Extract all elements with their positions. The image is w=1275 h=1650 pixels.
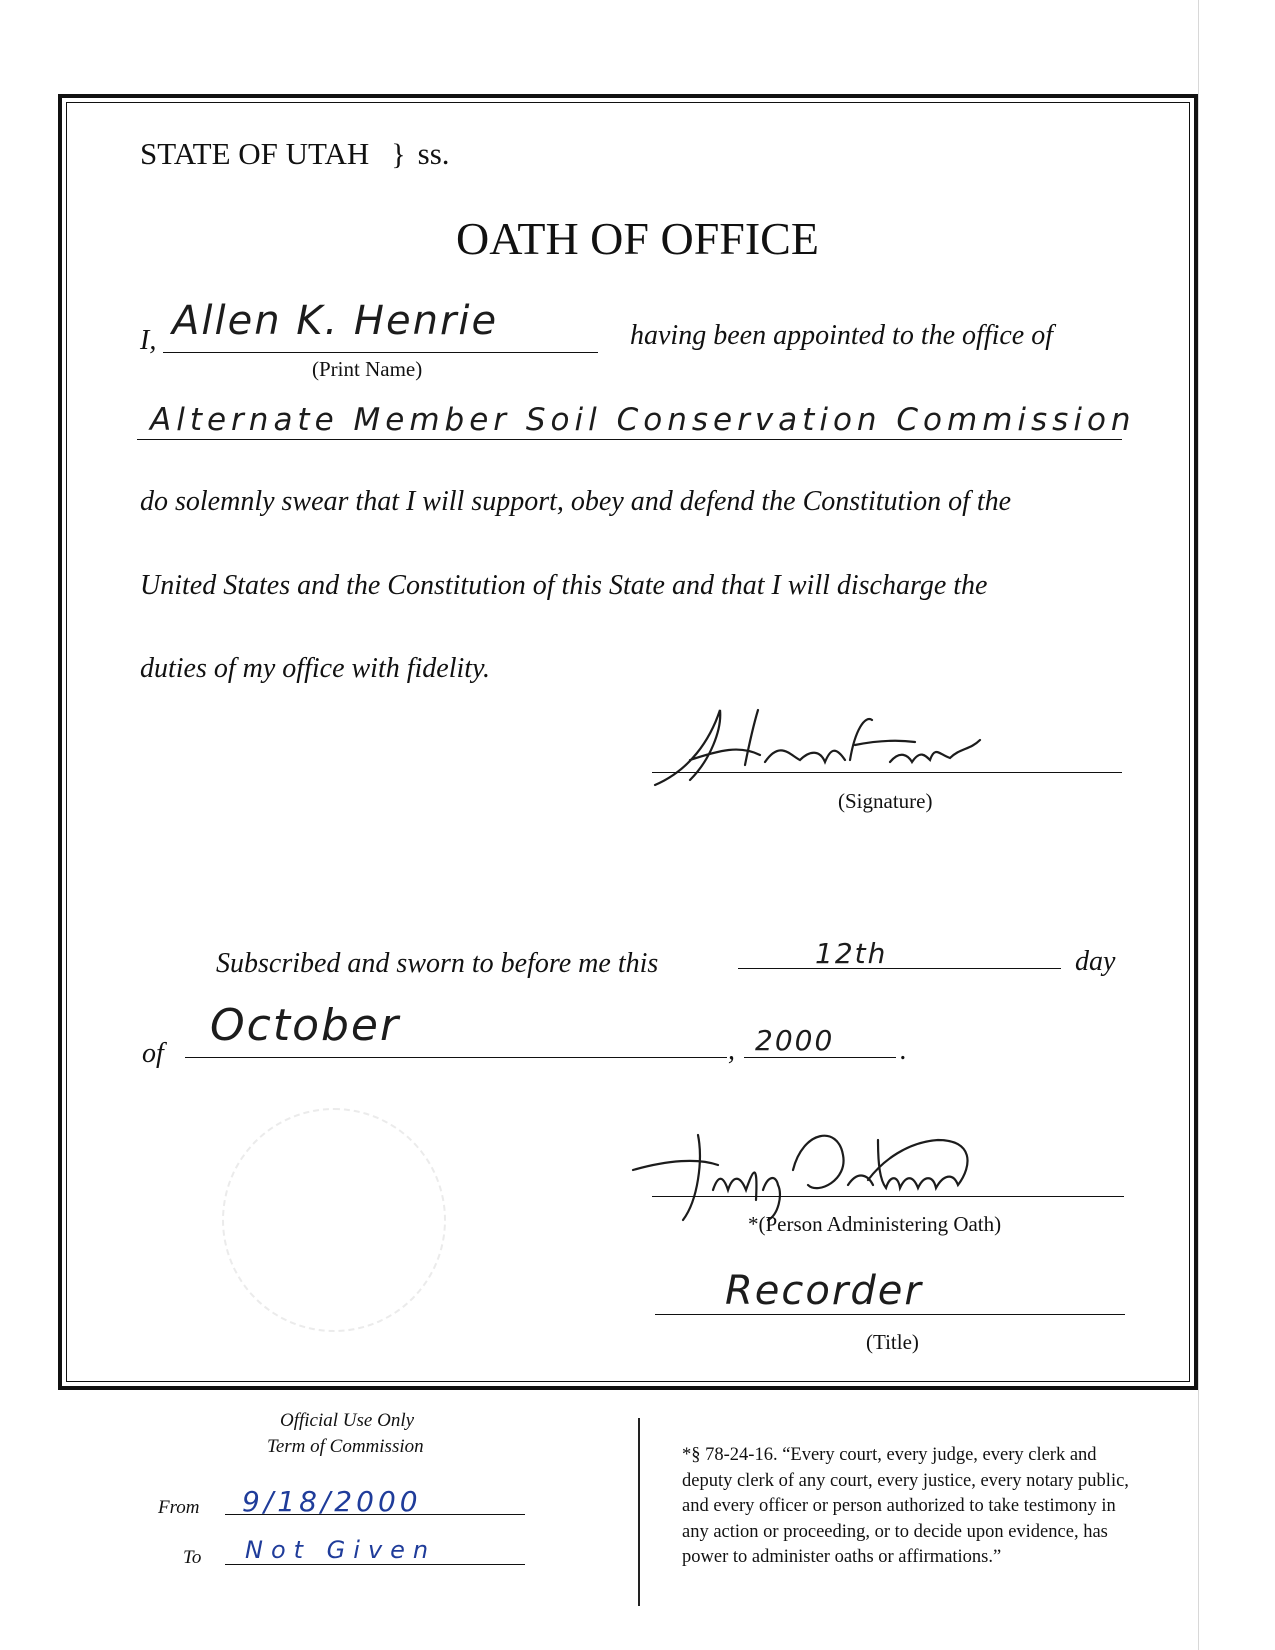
print-name-label: (Print Name) xyxy=(312,357,423,381)
ss-abbrev: ss. xyxy=(417,136,450,171)
appointed-text: having been appointed to the office of xyxy=(630,320,1054,351)
term-heading: Term of Commission xyxy=(267,1436,424,1457)
brace: } xyxy=(391,138,406,171)
from-date: 9/18/2000 xyxy=(242,1485,422,1518)
signature-line xyxy=(652,772,1122,773)
statute-line-3: and every officer or person authorized to take testimony in xyxy=(682,1496,1116,1516)
to-line xyxy=(225,1564,525,1565)
statute-line-1: *§ 78-24-16. “Every court, every judge, every clerk and xyxy=(682,1445,1097,1465)
signature-label: (Signature) xyxy=(838,789,933,813)
from-label: From xyxy=(158,1497,200,1518)
year-period: . xyxy=(900,1035,907,1066)
oath-text-line-1: do solemnly swear that I will support, obey and defend the Constitution of the xyxy=(140,486,1012,517)
title-line xyxy=(655,1314,1125,1315)
to-label: To xyxy=(183,1547,202,1568)
handwritten-title: Recorder xyxy=(725,1268,923,1314)
day-line xyxy=(738,968,1061,969)
administrator-label: *(Person Administering Oath) xyxy=(748,1212,1002,1236)
year-comma: , xyxy=(728,1035,735,1066)
handwritten-day: 12th xyxy=(815,937,888,970)
handwritten-month: October xyxy=(210,1000,401,1051)
statute-note xyxy=(682,1443,1129,1571)
title-label: (Title) xyxy=(866,1330,919,1354)
seal-impression xyxy=(222,1108,446,1332)
official-use-heading: Official Use Only xyxy=(280,1410,415,1431)
month-line xyxy=(185,1057,727,1058)
name-line xyxy=(163,352,598,353)
office-line xyxy=(137,439,1122,440)
column-divider xyxy=(638,1418,640,1606)
administrator-line xyxy=(652,1196,1124,1197)
state-heading xyxy=(140,136,450,172)
year-line xyxy=(744,1057,896,1058)
officer-signature-mark xyxy=(650,700,990,790)
statute-line-5: power to administer oaths or affirmations.” xyxy=(682,1547,1002,1567)
document-title: OATH OF OFFICE xyxy=(456,213,819,264)
handwritten-name: Allen K. Henrie xyxy=(172,298,499,344)
statute-line-4: any action or proceeding, or to decide upon evidence, has xyxy=(682,1521,1108,1542)
oath-text-line-2: United States and the Constitution of this State and that I will discharge the xyxy=(140,570,988,601)
of-label: of xyxy=(142,1038,164,1069)
subscribed-text: Subscribed and sworn to before me this xyxy=(216,948,659,979)
day-label: day xyxy=(1075,946,1116,977)
oath-text-line-3: duties of my office with fidelity. xyxy=(140,653,490,684)
handwritten-year: 2000 xyxy=(755,1024,835,1057)
handwritten-office: Alternate Member Soil Conservation Commission xyxy=(150,402,1136,438)
oath-prefix: I, xyxy=(140,325,157,356)
state-name: STATE OF UTAH xyxy=(140,136,370,171)
statute-line-2: deputy clerk of any court, every justice, every notary public, xyxy=(682,1470,1129,1491)
to-value: Not Given xyxy=(245,1536,437,1564)
